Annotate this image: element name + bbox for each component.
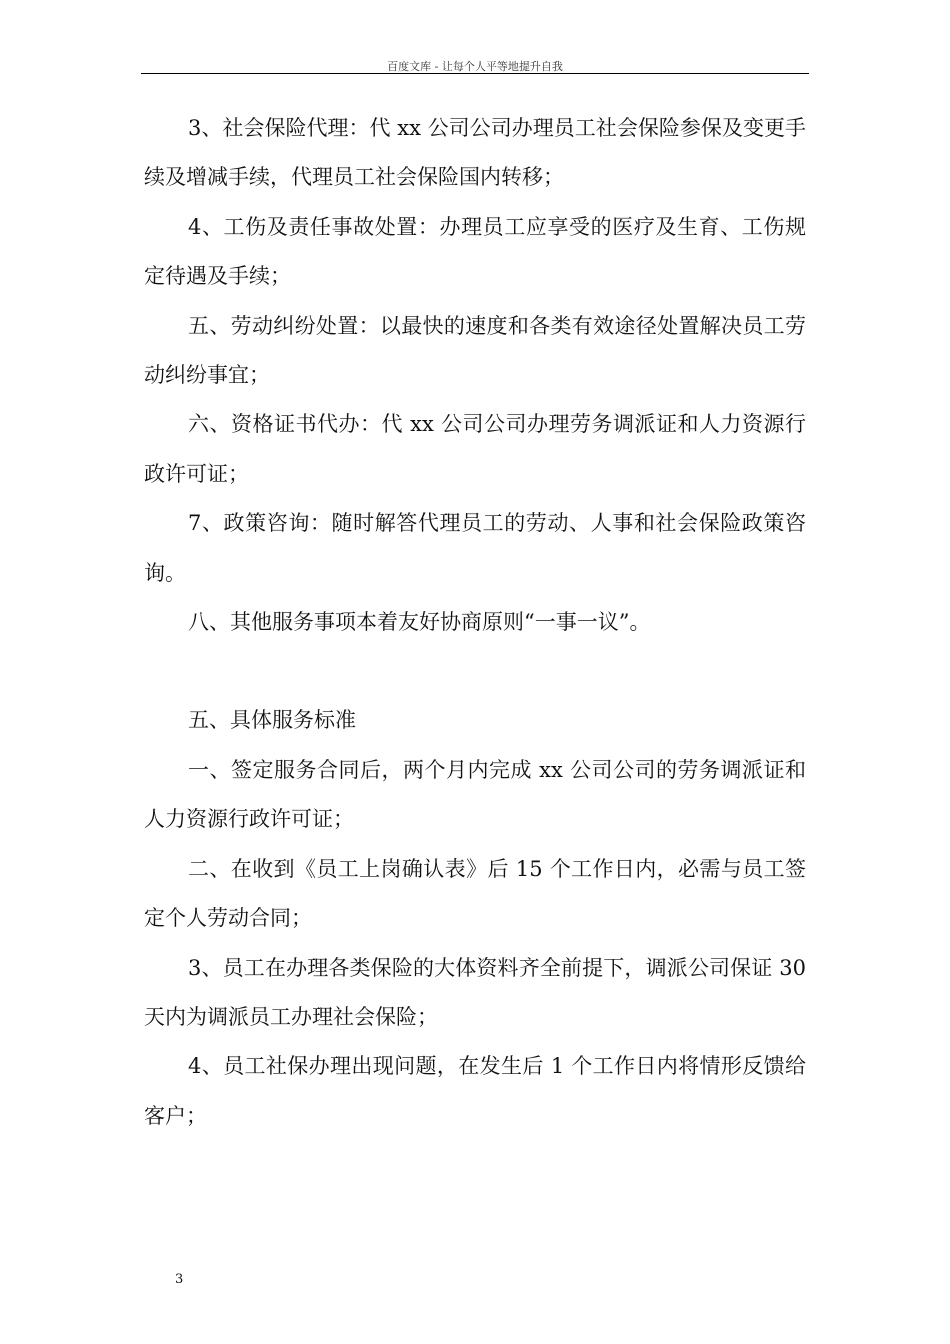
paragraph-labor-dispute: 五、劳动纠纷处置：以最快的速度和各类有效途径处置解决员工劳动纠纷事宜； (144, 313, 806, 388)
document-body (144, 104, 806, 1141)
page-number: 3 (175, 1272, 184, 1287)
paragraph-certificate-agency: 六、资格证书代办：代 xx 公司公司办理劳务调派证和人力资源行政许可证； (144, 412, 806, 486)
blank-line (144, 647, 806, 696)
paragraph-work-injury-handling: 4、工伤及责任事故处置：办理员工应享受的医疗及生育、工伤规定待遇及手续； (144, 214, 806, 289)
paragraph-standard-feedback: 4、员工社保办理出现问题，在发生后 1 个工作日内将情形反馈给客户； (144, 1054, 806, 1128)
paragraph-standard-contract: 一、签定服务合同后，两个月内完成 xx 公司公司的劳务调派证和人力资源行政许可证； (144, 757, 806, 832)
section-heading: 五、具体服务标准 (188, 708, 356, 733)
header-divider (141, 73, 809, 74)
paragraph-standard-labor-contract: 二、在收到《员工上岗确认表》后 15 个工作日内，必需与员工签定个人劳动合同； (144, 856, 806, 931)
page-header: 百度文库 - 让每个人平等地提升自我 (387, 60, 563, 73)
paragraph-other-services: 八、其他服务事项本着友好协商原则“一事一议”。 (188, 610, 651, 635)
paragraph-social-insurance-agency: 3、社会保险代理：代 xx 公司公司办理员工社会保险参保及变更手续及增减手续，代理员工社会保险国内转移； (144, 116, 806, 190)
paragraph-standard-insurance: 3、员工在办理各类保险的大体资料齐全前提下，调派公司保证 30 天内为调派员工办理社会保险； (144, 955, 806, 1029)
paragraph-policy-consulting: 7、政策咨询：随时解答代理员工的劳动、人事和社会保险政策咨询。 (144, 511, 806, 585)
